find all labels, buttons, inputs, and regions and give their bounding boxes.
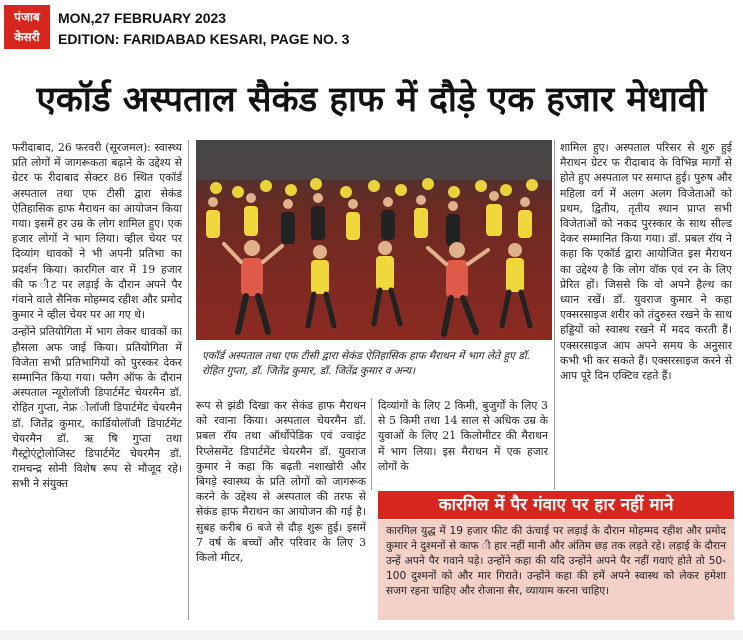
marathon-crowd-image bbox=[196, 140, 552, 340]
column-divider bbox=[371, 398, 372, 490]
article-headline: एकॉर्ड अस्पताल सैकंड हाफ में दौड़े एक हजार मेधावी bbox=[36, 80, 707, 120]
sidebar-box-title: कारगिल में पैर गंवाए पर हार नहीं माने bbox=[378, 491, 734, 519]
article-column-4 bbox=[560, 140, 732, 490]
edition-info bbox=[58, 8, 349, 50]
logo-line-1: पंजाब bbox=[14, 10, 40, 24]
article-column-3 bbox=[378, 398, 548, 490]
sidebar-box-body: कारगिल युद्ध में 19 हजार फीट की ऊंचाई पर लड़ाई के दौरान मोहम्मद रहीश और प्रमोद कुमार ने दुश्मनों से काफ ी हार नहीं मानी और अंतिम छड़ तक लड़ते रहे। लड़ाई के दौरान उन्हें अपने पैर गवाने पड़े। उन्होंने कहा की यदि उन्होंने अपने पैर नहीं गवाएं होते तो 50-100 दुश्मनों को और मार गिराते। उन्होंने कहा की हमें अपने स्वास्थ को लेकर हमेशा सजग रहना चाहिए और रोजाना सैर, व्यायाम करना चाहिए। bbox=[378, 520, 734, 620]
article-column-2 bbox=[196, 398, 366, 620]
edition-date: MON,27 FEBRUARY 2023 bbox=[58, 10, 227, 26]
newspaper-logo bbox=[4, 5, 50, 49]
marathon-photo bbox=[196, 140, 552, 340]
article-paragraph: फरीदाबाद, 26 फरवरी (सूरजमल): स्वास्थ्य प्रति लोगों में जागरूकता बढ़ाने के उद्देश्य से ग्रेटर फ रीदाबाद सेक्टर 86 स्थित एकॉर्ड अस्पताल तथा एफ टीसी द्वारा सेकंड ऐतिहासिक हाफ मैराथन का आयोजन किया गया। इसमें हर उम्र के लोग शामिल हुए। एक हजार लोगों ने भाग लिया। व्हील चेयर पर दिव्यांग धावकों ने भी अपनी प्रतिभा का प्रदर्शन किया। कारगिल वार में 19 हजार की फ ीट पर लड़ाई के दौरान अपने पैर गंवाने वाले सैनिक मोहम्मद रहीश और प्रमोद कुमार ने व्हील चेयर पर आ गए थे। bbox=[12, 141, 182, 322]
column-divider bbox=[554, 140, 555, 490]
photo-caption: एकॉर्ड अस्पताल तथा एफ टीसी द्वारा सेकंड ऐतिहासिक हाफ मैराथन में भाग लेते हुए डॉ. रोहित गुप्ता, डॉ. जितेंद्र कुमार, डॉ. जितेंद्र कुमार व अन्य। bbox=[202, 350, 530, 377]
article-paragraph: शामिल हुए। अस्पताल परिसर से शुरु हुई मैराथन ग्रेटर फ रीदाबाद के विभिन्न मार्गों से होते हुए अस्पताल पर समाप्त हुई। पुरुष और महिला वर्ग में अलग अलग विजेताओं को प्रथम, द्वितीय, तृतीय स्थान प्राप्त सभी विजेताओं को नकद पुरस्कार के साथ सील्ड देकर सम्मानित किया गया। डॉ. प्रबल रॉय ने कहा कि एकॉर्ड द्वारा आयोजित इस मैराथन का उद्देश्य है कि लोग वॉक एवं रन के लिए प्रेरित हों। जिससे कि वो अपने हैल्थ का ध्यान रखें। डॉ. युवराज कुमार ने कहा एक्सरसाइज शरीर को तंदुरुस्त रखने के साथ हड्डियों को स्वास्थ रखने में मदद करती हैं। एक्सरसाइज आप अपने समय के अनुसार कभी भी कर सकते हैं। एक्सरसाइज करने से आप पूरे दिन एक्टिव रहते हैं। bbox=[560, 141, 732, 383]
article-column-1 bbox=[12, 140, 182, 620]
article-paragraph: उन्होंने प्रतियोगिता में भाग लेकर धावकों का हौसला अफ जाई किया। प्रतियोगिता में विजेता सभी प्रतिभागियों को पुरस्कर देकर सम्मानित किया गया। फ्लैग ऑफ के दौरान अस्पताल न्यूरोलॉजी डिपार्टमेंट चेयरमैन डॉ. रोहित गुप्ता, नेफ्र ोलॉजी डिपार्टमेंट चेयरमैन डॉ. जितेंद्र कुमार, कार्डियोलॉजी डिपार्टमेंट चेयरमैन डॉ. ऋ षि गुप्ता तथा गैस्ट्रोएंट्रोलोजिस्ट डिपार्टमेंट चेयरमैन डॉ. रामचन्द्र सोनी विशेष रूप से मौजूद रहे। सभी ने संयुक्त bbox=[12, 325, 182, 491]
article-paragraph: रूप से झंडी दिखा कर सेकंड हाफ मैराथन को रवाना किया। अस्पताल चेयरमैन डॉ. प्रबल रॉय तथा ऑर्थोपेडिक एवं ज्वाइंट रिप्लेसमेंट डिपार्टमेंट चेयरमैन डॉ. युवराज कुमार ने कहा कि बढ़ती नशाखोरी और बिगड़े स्वास्थ्य के प्रति लोगों को जागरूक करने के उद्देश्य से अस्पताल की तरफ से सेकंड हाफ मैराथन का आयोजन की गई है। सुबह करीब 6 बजे से दौड़ शुरू हुई। इसमें 7 वर्ष के बच्चों और परिवार के लिए 3 किलो मीटर, bbox=[196, 399, 366, 565]
edition-page: EDITION: FARIDABAD KESARI, PAGE NO. 3 bbox=[58, 31, 350, 47]
article-paragraph: दिव्यांगों के लिए 2 किमी, बुजुर्गों के लिए 3 से 5 किमी तथा 14 साल से अधिक उम्र के युवाओं के लिए 21 किलोमीटर की मैराथन में भाग लिया। इस मैराथन में एक हजार लोगों के bbox=[378, 399, 548, 473]
column-divider bbox=[188, 140, 189, 620]
logo-line-2: केसरी bbox=[14, 30, 40, 44]
next-article-strip bbox=[0, 630, 743, 640]
